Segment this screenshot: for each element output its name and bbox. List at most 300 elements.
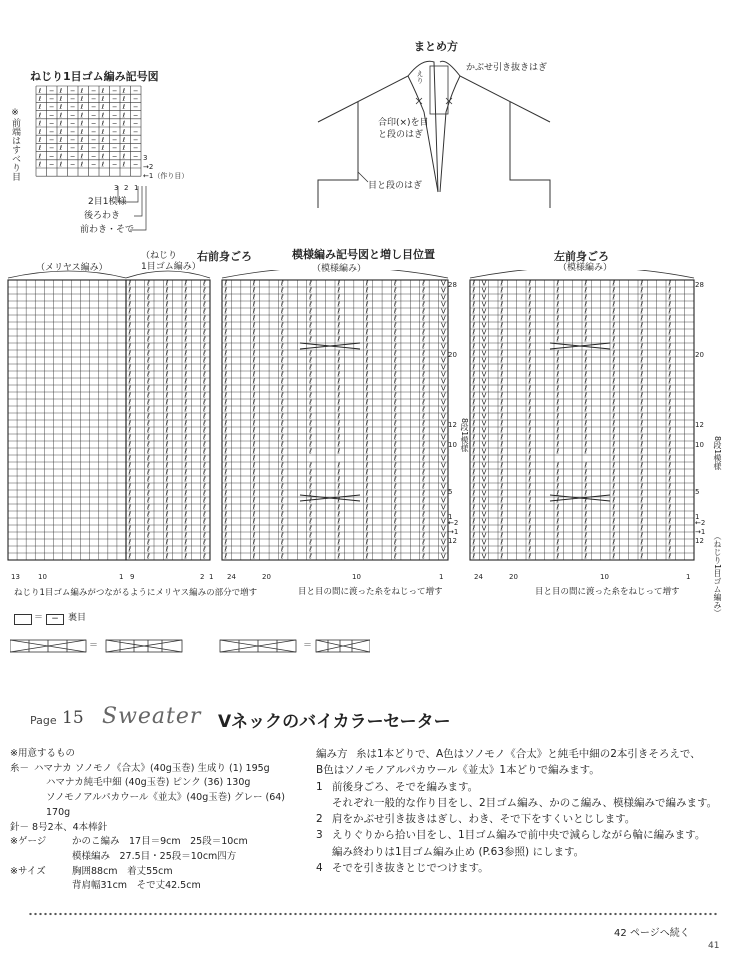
svg-text:ℓ: ℓ bbox=[612, 398, 616, 407]
svg-text:ℓ: ℓ bbox=[612, 538, 616, 547]
svg-text:ℓ: ℓ bbox=[393, 335, 397, 344]
svg-text:ℓ: ℓ bbox=[165, 398, 169, 407]
svg-text:ℓ: ℓ bbox=[203, 300, 206, 309]
svg-text:ℓ: ℓ bbox=[59, 160, 63, 169]
svg-text:−: − bbox=[133, 119, 139, 128]
svg-text:−: − bbox=[49, 127, 55, 136]
svg-text:−: − bbox=[70, 152, 76, 161]
svg-text:V: V bbox=[481, 433, 487, 442]
svg-text:ℓ: ℓ bbox=[165, 510, 169, 519]
svg-text:ℓ: ℓ bbox=[500, 370, 504, 379]
svg-text:ℓ: ℓ bbox=[280, 468, 284, 477]
svg-text:−: − bbox=[112, 86, 118, 95]
svg-text:−: − bbox=[49, 111, 55, 120]
bn-c-1: 1 bbox=[686, 573, 691, 581]
svg-text:ℓ: ℓ bbox=[309, 496, 313, 505]
svg-text:ℓ: ℓ bbox=[224, 293, 228, 302]
svg-text:ℓ: ℓ bbox=[38, 160, 42, 169]
svg-text:ℓ: ℓ bbox=[203, 524, 206, 533]
svg-text:ℓ: ℓ bbox=[337, 426, 341, 435]
svg-text:ℓ: ℓ bbox=[640, 307, 644, 316]
svg-text:ℓ: ℓ bbox=[252, 398, 256, 407]
svg-text:ℓ: ℓ bbox=[668, 545, 672, 554]
svg-text:ℓ: ℓ bbox=[584, 447, 588, 456]
svg-text:ℓ: ℓ bbox=[584, 391, 588, 400]
svg-text:V: V bbox=[481, 384, 487, 393]
yarn-2: ハマナカ純毛中細 (40g玉巻) ピンク (36) 130g bbox=[46, 777, 251, 789]
svg-text:ℓ: ℓ bbox=[309, 440, 313, 449]
svg-text:ℓ: ℓ bbox=[422, 454, 426, 463]
r-row-l1: →1 bbox=[448, 528, 459, 536]
mini-row-3: 3 bbox=[143, 154, 148, 162]
svg-text:ℓ: ℓ bbox=[38, 111, 42, 120]
svg-text:ℓ: ℓ bbox=[147, 363, 150, 372]
svg-text:ℓ: ℓ bbox=[147, 538, 150, 547]
svg-text:ℓ: ℓ bbox=[224, 454, 228, 463]
svg-text:ℓ: ℓ bbox=[528, 426, 532, 435]
svg-text:ℓ: ℓ bbox=[393, 482, 397, 491]
svg-text:ℓ: ℓ bbox=[365, 391, 369, 400]
gauge-row-1 bbox=[10, 835, 300, 850]
svg-text:ℓ: ℓ bbox=[640, 447, 644, 456]
svg-text:ℓ: ℓ bbox=[668, 440, 672, 449]
svg-text:ℓ: ℓ bbox=[280, 489, 284, 498]
svg-text:ℓ: ℓ bbox=[365, 461, 369, 470]
svg-text:ℓ: ℓ bbox=[280, 391, 284, 400]
svg-text:ℓ: ℓ bbox=[556, 552, 560, 561]
svg-text:V: V bbox=[481, 419, 487, 428]
svg-text:ℓ: ℓ bbox=[528, 286, 532, 295]
svg-text:ℓ: ℓ bbox=[280, 538, 284, 547]
svg-text:ℓ: ℓ bbox=[38, 119, 42, 128]
svg-text:ℓ: ℓ bbox=[252, 363, 256, 372]
yarn-label: 糸－ bbox=[10, 762, 30, 774]
svg-text:ℓ: ℓ bbox=[472, 293, 476, 302]
svg-text:ℓ: ℓ bbox=[393, 391, 397, 400]
materials-heading: ※用意するもの bbox=[10, 748, 75, 759]
svg-text:ℓ: ℓ bbox=[224, 370, 228, 379]
svg-text:ℓ: ℓ bbox=[309, 412, 313, 421]
svg-text:V: V bbox=[440, 468, 446, 477]
size-row-1 bbox=[10, 865, 300, 880]
svg-text:V: V bbox=[481, 391, 487, 400]
svg-text:V: V bbox=[440, 293, 446, 302]
svg-text:ℓ: ℓ bbox=[393, 286, 397, 295]
svg-text:ℓ: ℓ bbox=[668, 356, 672, 365]
svg-text:ℓ: ℓ bbox=[640, 349, 644, 358]
svg-text:ℓ: ℓ bbox=[147, 517, 150, 526]
svg-text:ℓ: ℓ bbox=[668, 419, 672, 428]
svg-text:ℓ: ℓ bbox=[337, 370, 341, 379]
svg-text:V: V bbox=[481, 489, 487, 498]
svg-text:ℓ: ℓ bbox=[556, 279, 560, 288]
svg-text:ℓ: ℓ bbox=[612, 363, 616, 372]
svg-text:ℓ: ℓ bbox=[528, 398, 532, 407]
svg-text:ℓ: ℓ bbox=[612, 496, 616, 505]
svg-text:ℓ: ℓ bbox=[122, 127, 126, 136]
svg-text:ℓ: ℓ bbox=[128, 321, 132, 330]
svg-text:ℓ: ℓ bbox=[500, 510, 504, 519]
svg-text:−: − bbox=[133, 111, 139, 120]
svg-text:ℓ: ℓ bbox=[337, 307, 341, 316]
svg-text:ℓ: ℓ bbox=[147, 433, 150, 442]
svg-text:ℓ: ℓ bbox=[584, 419, 588, 428]
svg-text:ℓ: ℓ bbox=[184, 510, 188, 519]
svg-text:ℓ: ℓ bbox=[252, 496, 256, 505]
svg-text:ℓ: ℓ bbox=[184, 391, 188, 400]
pattern-label-left: （模様編み） bbox=[558, 263, 613, 273]
svg-text:ℓ: ℓ bbox=[365, 524, 369, 533]
svg-text:ℓ: ℓ bbox=[500, 398, 504, 407]
svg-text:ℓ: ℓ bbox=[668, 531, 672, 540]
svg-text:V: V bbox=[440, 377, 446, 386]
svg-text:−: − bbox=[49, 119, 55, 128]
l-side-note-rib: （ねじり1目ゴム編み） bbox=[713, 532, 722, 618]
svg-text:ℓ: ℓ bbox=[528, 475, 532, 484]
svg-text:V: V bbox=[481, 440, 487, 449]
svg-text:V: V bbox=[481, 363, 487, 372]
svg-text:ℓ: ℓ bbox=[252, 300, 256, 309]
svg-text:ℓ: ℓ bbox=[147, 510, 150, 519]
svg-text:−: − bbox=[49, 152, 55, 161]
svg-text:V: V bbox=[481, 531, 487, 540]
svg-text:−: − bbox=[49, 136, 55, 144]
svg-text:ℓ: ℓ bbox=[668, 293, 672, 302]
svg-text:ℓ: ℓ bbox=[165, 447, 169, 456]
materials-block bbox=[10, 747, 300, 894]
svg-text:ℓ: ℓ bbox=[128, 433, 132, 442]
svg-text:ℓ: ℓ bbox=[472, 412, 476, 421]
svg-text:ℓ: ℓ bbox=[147, 419, 150, 428]
svg-text:V: V bbox=[481, 314, 487, 323]
svg-text:ℓ: ℓ bbox=[337, 293, 341, 302]
svg-text:ℓ: ℓ bbox=[500, 440, 504, 449]
svg-text:V: V bbox=[440, 335, 446, 344]
svg-text:ℓ: ℓ bbox=[668, 524, 672, 533]
svg-text:ℓ: ℓ bbox=[122, 160, 126, 169]
svg-text:ℓ: ℓ bbox=[252, 440, 256, 449]
svg-text:ℓ: ℓ bbox=[309, 524, 313, 533]
svg-text:ℓ: ℓ bbox=[556, 370, 560, 379]
svg-text:V: V bbox=[481, 496, 487, 505]
svg-text:ℓ: ℓ bbox=[500, 391, 504, 400]
svg-text:ℓ: ℓ bbox=[422, 279, 426, 288]
svg-text:ℓ: ℓ bbox=[165, 391, 169, 400]
svg-text:V: V bbox=[440, 342, 446, 351]
svg-text:ℓ: ℓ bbox=[252, 356, 256, 365]
svg-text:ℓ: ℓ bbox=[224, 356, 228, 365]
svg-text:ℓ: ℓ bbox=[101, 144, 105, 153]
svg-text:ℓ: ℓ bbox=[422, 356, 426, 365]
svg-text:ℓ: ℓ bbox=[556, 377, 560, 386]
stockinette-label: （メリヤス編み） bbox=[36, 263, 108, 273]
svg-text:ℓ: ℓ bbox=[147, 475, 150, 484]
svg-text:ℓ: ℓ bbox=[128, 517, 132, 526]
svg-text:ℓ: ℓ bbox=[309, 419, 313, 428]
svg-text:ℓ: ℓ bbox=[252, 447, 256, 456]
instr-steps bbox=[316, 779, 742, 877]
svg-text:ℓ: ℓ bbox=[472, 342, 476, 351]
svg-text:ℓ: ℓ bbox=[422, 398, 426, 407]
svg-text:ℓ: ℓ bbox=[337, 517, 341, 526]
svg-text:ℓ: ℓ bbox=[584, 433, 588, 442]
svg-text:ℓ: ℓ bbox=[500, 356, 504, 365]
svg-text:ℓ: ℓ bbox=[184, 321, 188, 330]
svg-text:ℓ: ℓ bbox=[280, 363, 284, 372]
svg-text:ℓ: ℓ bbox=[224, 363, 228, 372]
svg-text:ℓ: ℓ bbox=[101, 111, 105, 120]
svg-text:ℓ: ℓ bbox=[556, 433, 560, 442]
svg-text:ℓ: ℓ bbox=[280, 412, 284, 421]
svg-text:ℓ: ℓ bbox=[252, 405, 256, 414]
svg-text:ℓ: ℓ bbox=[584, 524, 588, 533]
svg-text:ℓ: ℓ bbox=[528, 384, 532, 393]
svg-text:ℓ: ℓ bbox=[472, 300, 476, 309]
svg-text:−: − bbox=[49, 86, 55, 95]
instr-step-num: 1 bbox=[316, 780, 323, 793]
svg-text:ℓ: ℓ bbox=[556, 489, 560, 498]
svg-text:ℓ: ℓ bbox=[280, 419, 284, 428]
svg-text:ℓ: ℓ bbox=[337, 335, 341, 344]
svg-text:V: V bbox=[440, 398, 446, 407]
svg-text:ℓ: ℓ bbox=[500, 307, 504, 316]
svg-text:ℓ: ℓ bbox=[203, 307, 206, 316]
svg-text:ℓ: ℓ bbox=[184, 496, 188, 505]
svg-text:ℓ: ℓ bbox=[128, 440, 132, 449]
svg-text:ℓ: ℓ bbox=[203, 314, 206, 323]
svg-text:V: V bbox=[440, 538, 446, 547]
svg-text:ℓ: ℓ bbox=[224, 524, 228, 533]
mini-chart-note: ※前端はすべり目 bbox=[10, 108, 20, 181]
svg-text:ℓ: ℓ bbox=[147, 328, 150, 337]
svg-text:ℓ: ℓ bbox=[422, 349, 426, 358]
svg-text:V: V bbox=[440, 419, 446, 428]
svg-text:ℓ: ℓ bbox=[147, 370, 150, 379]
svg-text:ℓ: ℓ bbox=[612, 342, 616, 351]
svg-text:V: V bbox=[440, 384, 446, 393]
assembly-rowstitch: 目と段のはぎ bbox=[368, 181, 423, 191]
svg-text:ℓ: ℓ bbox=[337, 440, 341, 449]
svg-text:ℓ: ℓ bbox=[280, 524, 284, 533]
mini-row-1: ←1（作り目） bbox=[143, 172, 189, 180]
svg-text:ℓ: ℓ bbox=[147, 398, 150, 407]
svg-text:ℓ: ℓ bbox=[584, 349, 588, 358]
svg-text:ℓ: ℓ bbox=[640, 419, 644, 428]
svg-text:ℓ: ℓ bbox=[80, 119, 84, 128]
svg-text:ℓ: ℓ bbox=[203, 545, 206, 554]
svg-text:ℓ: ℓ bbox=[612, 440, 616, 449]
svg-text:ℓ: ℓ bbox=[128, 307, 132, 316]
svg-text:ℓ: ℓ bbox=[165, 426, 169, 435]
svg-text:ℓ: ℓ bbox=[280, 517, 284, 526]
svg-text:ℓ: ℓ bbox=[528, 482, 532, 491]
svg-text:ℓ: ℓ bbox=[224, 475, 228, 484]
svg-text:ℓ: ℓ bbox=[500, 293, 504, 302]
svg-text:ℓ: ℓ bbox=[640, 328, 644, 337]
svg-text:ℓ: ℓ bbox=[203, 412, 206, 421]
svg-text:ℓ: ℓ bbox=[309, 447, 313, 456]
svg-text:−: − bbox=[133, 95, 139, 103]
svg-text:ℓ: ℓ bbox=[128, 405, 132, 414]
svg-text:ℓ: ℓ bbox=[252, 342, 256, 351]
svg-text:ℓ: ℓ bbox=[500, 482, 504, 491]
svg-text:−: − bbox=[112, 160, 118, 169]
svg-text:ℓ: ℓ bbox=[337, 510, 341, 519]
svg-text:ℓ: ℓ bbox=[80, 152, 84, 161]
svg-text:ℓ: ℓ bbox=[612, 377, 616, 386]
svg-text:ℓ: ℓ bbox=[252, 510, 256, 519]
svg-text:ℓ: ℓ bbox=[556, 475, 560, 484]
svg-text:ℓ: ℓ bbox=[280, 482, 284, 491]
svg-text:ℓ: ℓ bbox=[393, 419, 397, 428]
instr-step-text: 編み終わりは1目ゴム編み止め (P.63参照) にします。 bbox=[332, 845, 585, 858]
svg-text:ℓ: ℓ bbox=[556, 545, 560, 554]
assembly-bindoff: かぶせ引き抜きはぎ bbox=[466, 63, 548, 73]
svg-text:ℓ: ℓ bbox=[393, 433, 397, 442]
svg-text:ℓ: ℓ bbox=[472, 468, 476, 477]
svg-text:V: V bbox=[481, 286, 487, 295]
svg-text:ℓ: ℓ bbox=[309, 279, 313, 288]
svg-text:ℓ: ℓ bbox=[528, 461, 532, 470]
svg-text:ℓ: ℓ bbox=[128, 496, 132, 505]
svg-text:ℓ: ℓ bbox=[128, 300, 132, 309]
svg-text:ℓ: ℓ bbox=[309, 307, 313, 316]
svg-text:ℓ: ℓ bbox=[500, 524, 504, 533]
svg-text:ℓ: ℓ bbox=[668, 552, 672, 561]
svg-text:ℓ: ℓ bbox=[165, 321, 169, 330]
svg-text:ℓ: ℓ bbox=[280, 356, 284, 365]
svg-text:ℓ: ℓ bbox=[668, 468, 672, 477]
svg-text:ℓ: ℓ bbox=[280, 342, 284, 351]
svg-text:ℓ: ℓ bbox=[280, 545, 284, 554]
svg-text:−: − bbox=[112, 136, 118, 144]
r-row-10: 10 bbox=[448, 441, 457, 449]
svg-text:ℓ: ℓ bbox=[365, 307, 369, 316]
svg-text:ℓ: ℓ bbox=[668, 370, 672, 379]
svg-text:ℓ: ℓ bbox=[393, 412, 397, 421]
r-row-20: 20 bbox=[448, 351, 457, 359]
svg-text:ℓ: ℓ bbox=[422, 531, 426, 540]
svg-text:ℓ: ℓ bbox=[337, 482, 341, 491]
svg-text:V: V bbox=[440, 510, 446, 519]
svg-text:ℓ: ℓ bbox=[528, 531, 532, 540]
svg-text:ℓ: ℓ bbox=[59, 119, 63, 128]
svg-text:V: V bbox=[440, 307, 446, 316]
svg-text:ℓ: ℓ bbox=[224, 468, 228, 477]
svg-text:−: − bbox=[91, 152, 97, 161]
svg-text:ℓ: ℓ bbox=[280, 349, 284, 358]
svg-text:ℓ: ℓ bbox=[422, 433, 426, 442]
svg-text:ℓ: ℓ bbox=[640, 489, 644, 498]
instr-intro-row bbox=[316, 746, 742, 762]
svg-text:ℓ: ℓ bbox=[584, 552, 588, 561]
svg-text:ℓ: ℓ bbox=[640, 363, 644, 372]
svg-text:ℓ: ℓ bbox=[128, 552, 132, 561]
svg-text:ℓ: ℓ bbox=[59, 127, 63, 136]
svg-text:ℓ: ℓ bbox=[422, 482, 426, 491]
svg-text:−: − bbox=[70, 160, 76, 169]
mini-col-1: 1 bbox=[134, 184, 139, 192]
svg-text:−: − bbox=[91, 119, 97, 128]
mini-row-2: →2 bbox=[143, 163, 154, 171]
svg-text:ℓ: ℓ bbox=[640, 377, 644, 386]
svg-text:V: V bbox=[440, 321, 446, 330]
svg-text:ℓ: ℓ bbox=[224, 517, 228, 526]
svg-text:V: V bbox=[481, 293, 487, 302]
svg-text:ℓ: ℓ bbox=[472, 510, 476, 519]
svg-text:ℓ: ℓ bbox=[309, 349, 313, 358]
mini-label-2x1: 2目1模様 bbox=[88, 197, 127, 207]
svg-text:−: − bbox=[49, 95, 55, 103]
svg-text:ℓ: ℓ bbox=[640, 321, 644, 330]
svg-text:ℓ: ℓ bbox=[203, 552, 206, 561]
svg-text:ℓ: ℓ bbox=[500, 412, 504, 421]
svg-text:V: V bbox=[440, 300, 446, 309]
instr-step-num bbox=[316, 795, 332, 811]
svg-text:ℓ: ℓ bbox=[472, 496, 476, 505]
svg-text:ℓ: ℓ bbox=[337, 468, 341, 477]
svg-text:ℓ: ℓ bbox=[184, 307, 188, 316]
svg-text:−: − bbox=[91, 160, 97, 169]
svg-text:ℓ: ℓ bbox=[584, 293, 588, 302]
bn-a-10: 10 bbox=[38, 573, 47, 581]
svg-text:V: V bbox=[440, 454, 446, 463]
svg-text:ℓ: ℓ bbox=[584, 538, 588, 547]
svg-text:ℓ: ℓ bbox=[640, 300, 644, 309]
svg-text:ℓ: ℓ bbox=[584, 531, 588, 540]
svg-text:ℓ: ℓ bbox=[668, 426, 672, 435]
r-row-12b: 12 bbox=[448, 537, 457, 545]
svg-text:ℓ: ℓ bbox=[224, 391, 228, 400]
legend-eq2: ＝ bbox=[303, 641, 313, 651]
svg-text:ℓ: ℓ bbox=[668, 307, 672, 316]
svg-text:ℓ: ℓ bbox=[252, 545, 256, 554]
svg-text:ℓ: ℓ bbox=[224, 510, 228, 519]
svg-text:ℓ: ℓ bbox=[184, 454, 188, 463]
instr-step-num bbox=[316, 844, 332, 860]
svg-text:ℓ: ℓ bbox=[393, 447, 397, 456]
svg-text:ℓ: ℓ bbox=[500, 433, 504, 442]
svg-text:ℓ: ℓ bbox=[128, 286, 132, 295]
svg-text:ℓ: ℓ bbox=[556, 286, 560, 295]
svg-text:ℓ: ℓ bbox=[337, 496, 341, 505]
l-row-12: 12 bbox=[695, 421, 704, 429]
svg-text:ℓ: ℓ bbox=[612, 489, 616, 498]
svg-text:V: V bbox=[481, 447, 487, 456]
svg-text:ℓ: ℓ bbox=[337, 412, 341, 421]
svg-text:ℓ: ℓ bbox=[309, 461, 313, 470]
svg-text:ℓ: ℓ bbox=[556, 531, 560, 540]
svg-text:ℓ: ℓ bbox=[59, 111, 63, 120]
assembly-match: 合印(×)を目と段のはぎ bbox=[378, 118, 429, 140]
svg-text:ℓ: ℓ bbox=[224, 328, 228, 337]
svg-text:ℓ: ℓ bbox=[393, 307, 397, 316]
svg-text:ℓ: ℓ bbox=[128, 279, 132, 288]
svg-text:ℓ: ℓ bbox=[365, 377, 369, 386]
svg-text:−: − bbox=[133, 160, 139, 169]
svg-text:ℓ: ℓ bbox=[337, 524, 341, 533]
svg-text:ℓ: ℓ bbox=[165, 335, 169, 344]
svg-text:ℓ: ℓ bbox=[528, 314, 532, 323]
svg-text:V: V bbox=[481, 524, 487, 533]
svg-text:ℓ: ℓ bbox=[309, 391, 313, 400]
svg-text:ℓ: ℓ bbox=[80, 136, 84, 144]
svg-text:ℓ: ℓ bbox=[612, 419, 616, 428]
svg-text:ℓ: ℓ bbox=[556, 405, 560, 414]
svg-text:ℓ: ℓ bbox=[252, 531, 256, 540]
svg-text:ℓ: ℓ bbox=[203, 356, 206, 365]
svg-text:ℓ: ℓ bbox=[612, 461, 616, 470]
